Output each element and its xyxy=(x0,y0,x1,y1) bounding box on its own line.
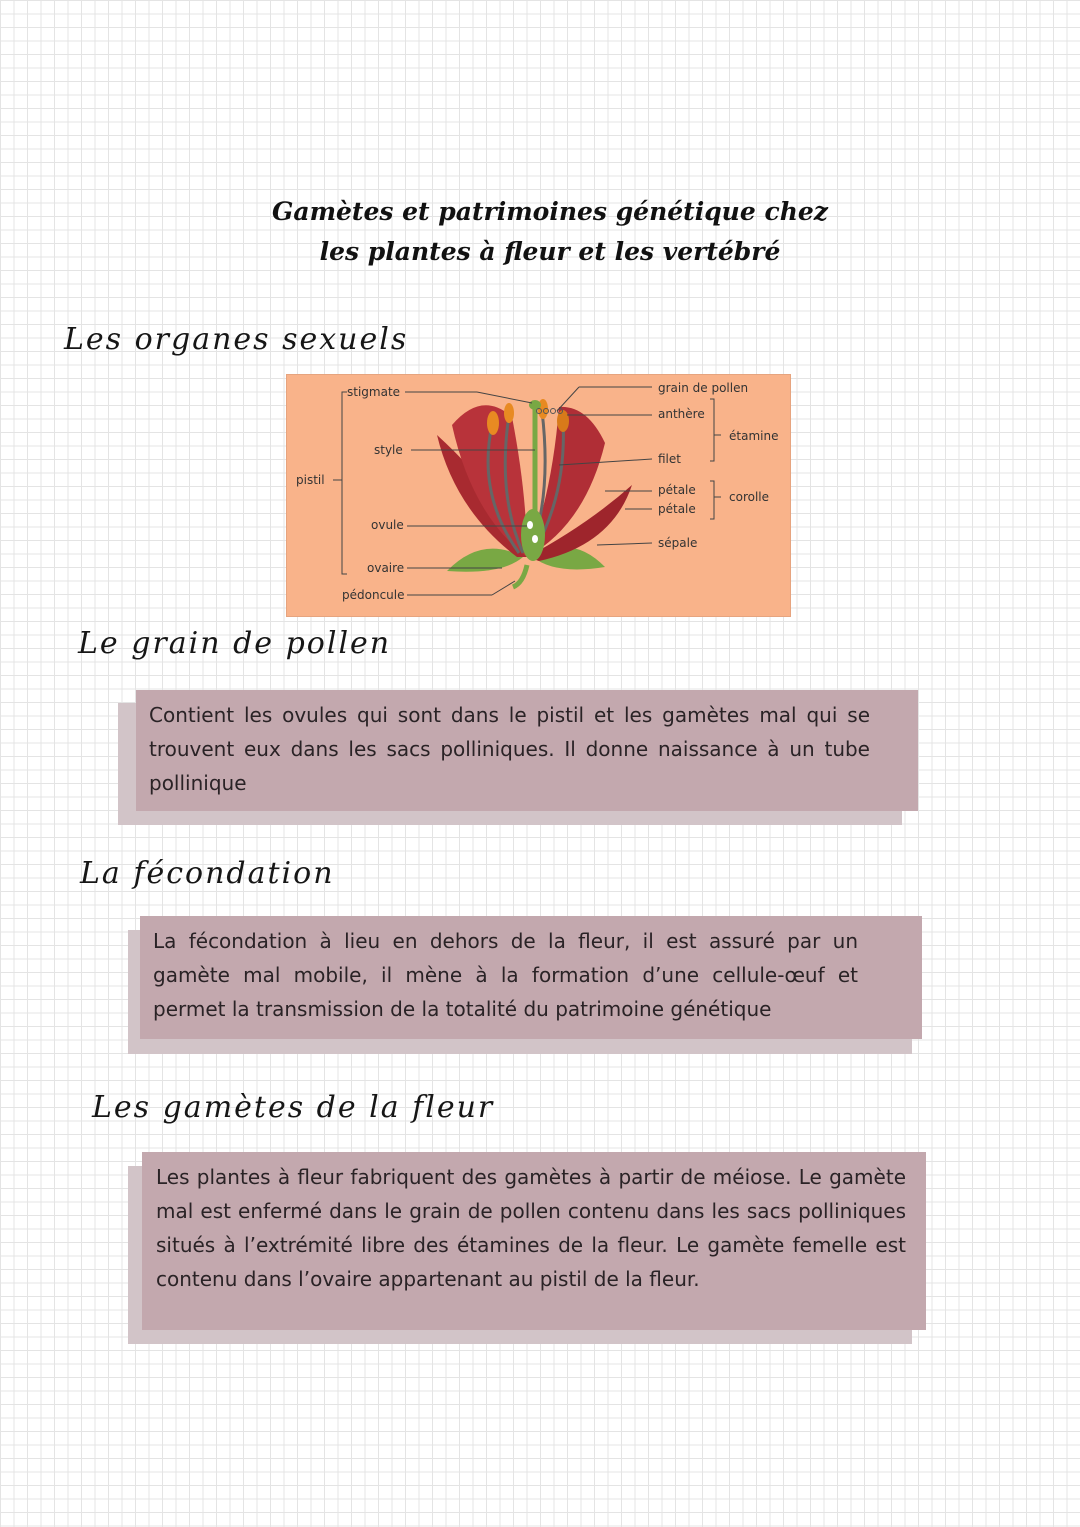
label-ovaire: ovaire xyxy=(367,561,405,575)
label-pedoncule: pédoncule xyxy=(342,588,405,602)
title-line-2: les plantes à fleur et les vertébré xyxy=(319,237,781,266)
flower-illustration xyxy=(287,375,792,618)
page-title xyxy=(240,192,860,272)
text-pollen: Contient les ovules qui sont dans le pistil et les gamètes mal qui se trouvent eux dans les sacs polliniques. Il donne naissance à un tube pollinique xyxy=(149,703,870,795)
flower-diagram xyxy=(286,374,791,617)
label-corolle: corolle xyxy=(729,490,770,504)
label-pistil: pistil xyxy=(296,473,325,487)
label-anthere: anthère xyxy=(658,407,705,421)
heading-gametes-de-la-fleur: Les gamètes de la fleur xyxy=(92,1090,495,1125)
card-pollen xyxy=(136,690,918,811)
label-petale-1: pétale xyxy=(658,483,696,497)
heading-fecondation: La fécondation xyxy=(80,856,335,891)
title-line-1: Gamètes et patrimoines génétique chez xyxy=(272,197,828,226)
text-gametes: Les plantes à fleur fabriquent des gamètes à partir de méiose. Le gamète mal est enfermé dans le grain de pollen contenu dans les sacs polliniques situés à l’extrémité libre des étamines de la fleur. Le gamète femelle est contenu dans l’ovaire appartenant au pistil de la fleur. xyxy=(156,1165,906,1291)
card-fecondation xyxy=(140,916,922,1039)
label-style: style xyxy=(374,443,403,457)
heading-organes-sexuels: Les organes sexuels xyxy=(64,322,409,357)
heading-grain-de-pollen: Le grain de pollen xyxy=(78,626,392,661)
card-gametes xyxy=(142,1152,926,1330)
label-grain-de-pollen: grain de pollen xyxy=(658,381,749,395)
text-fecondation: La fécondation à lieu en dehors de la fleur, il est assuré par un gamète mal mobile, il mène à la formation d’une cellule-œuf et permet la transmission de la totalité du patrimoine génétique xyxy=(153,929,858,1021)
label-ovule: ovule xyxy=(371,518,404,532)
label-etamine: étamine xyxy=(729,429,779,443)
label-filet: filet xyxy=(658,452,681,466)
label-petale-2: pétale xyxy=(658,502,696,516)
label-sepale: sépale xyxy=(658,536,698,550)
label-stigmate: stigmate xyxy=(347,385,401,399)
